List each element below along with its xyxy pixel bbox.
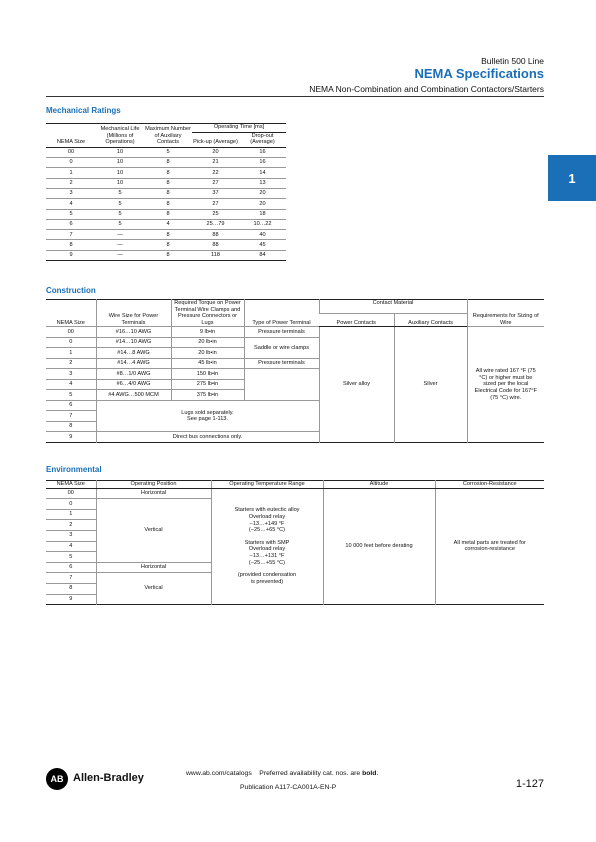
mech-dropout: 13 xyxy=(239,178,286,188)
env-position-horizontal: Horizontal xyxy=(96,488,211,499)
table-row xyxy=(46,158,286,168)
cons-wire: #6…4/0 AWG xyxy=(96,379,171,390)
cons-wire: #8…1/0 AWG xyxy=(96,369,171,380)
cons-type-saddle: Saddle or wire clamps xyxy=(244,337,319,358)
mech-aux: 8 xyxy=(144,188,192,198)
env-position-horizontal-2: Horizontal xyxy=(96,562,211,573)
cons-aux-value: Silver xyxy=(394,327,467,443)
cons-size: 4 xyxy=(46,379,96,390)
cons-wire: #14…10 AWG xyxy=(96,337,171,348)
env-header-temp: Operating Temperature Range xyxy=(211,481,323,489)
mech-pickup: 27 xyxy=(192,199,239,209)
bulletin-label: Bulletin 500 Line xyxy=(481,56,544,66)
cons-lugs-note: Lugs sold separately. See page 1-113. xyxy=(96,400,319,432)
table-row xyxy=(46,147,286,157)
table-row xyxy=(46,327,544,338)
cons-type-pressure-2: Pressure terminals xyxy=(244,358,319,369)
mech-pickup: 22 xyxy=(192,168,239,178)
mech-life: 10 xyxy=(96,168,144,178)
table-row xyxy=(46,240,286,250)
env-size: 1 xyxy=(46,509,96,520)
cons-size: 2 xyxy=(46,358,96,369)
cons-size: 5 xyxy=(46,390,96,401)
mech-dropout: 40 xyxy=(239,230,286,240)
cons-size: 9 xyxy=(46,432,96,443)
table-row xyxy=(46,230,286,240)
cons-torque: 20 lb•in xyxy=(171,348,244,359)
mech-pickup: 25 xyxy=(192,209,239,219)
section-tab xyxy=(548,155,596,201)
mech-pickup: 21 xyxy=(192,158,239,168)
mech-life: 5 xyxy=(96,199,144,209)
cons-wire: #4 AWG…500 MCM xyxy=(96,390,171,401)
mech-life: — xyxy=(96,250,144,260)
env-size: 4 xyxy=(46,541,96,552)
mech-size: 2 xyxy=(46,178,96,188)
construction-title: Construction xyxy=(46,286,96,295)
env-size: 8 xyxy=(46,583,96,594)
mech-aux: 5 xyxy=(144,147,192,157)
cons-header-aux: Auxiliary Contacts xyxy=(394,313,467,327)
mech-rows xyxy=(46,147,286,260)
env-position-vertical: Vertical xyxy=(96,499,211,563)
env-temp-range xyxy=(211,488,323,605)
cons-torque: 150 lb•in xyxy=(171,369,244,380)
mechanical-ratings-title: Mechanical Ratings xyxy=(46,106,121,115)
publication-number: Publication A117-CA001A-EN-P xyxy=(240,784,337,791)
env-size: 3 xyxy=(46,530,96,541)
mech-header-optime: Operating Time [ms] xyxy=(192,124,286,133)
env-temp-line: (−25…+55 °C) xyxy=(248,559,286,566)
cons-size: 6 xyxy=(46,400,96,411)
env-temp-line: (−25…+65 °C) xyxy=(248,527,286,534)
section-tab-number: 1 xyxy=(568,170,576,186)
cons-header-size: NEMA Size xyxy=(56,319,85,326)
env-size: 2 xyxy=(46,520,96,531)
cons-direct-bus: Direct bus connections only. xyxy=(96,432,319,443)
mech-life: 10 xyxy=(96,178,144,188)
mech-aux: 8 xyxy=(144,240,192,250)
mech-aux: 8 xyxy=(144,158,192,168)
env-altitude-value: 10 000 feet before derating xyxy=(323,488,435,605)
env-temp-line: Overload relay xyxy=(248,546,286,553)
mech-dropout: 16 xyxy=(239,147,286,157)
mech-life: 10 xyxy=(96,147,144,157)
env-size: 7 xyxy=(46,573,96,584)
table-row xyxy=(46,219,286,229)
cons-type-pressure: Pressure terminals xyxy=(244,327,319,338)
cons-torque: 9 lb•in xyxy=(171,327,244,338)
mech-life: — xyxy=(96,240,144,250)
mech-aux: 8 xyxy=(144,168,192,178)
environmental-title: Environmental xyxy=(46,465,102,474)
cons-wire: #14…4 AWG xyxy=(96,358,171,369)
mech-size: 5 xyxy=(46,209,96,219)
env-position-vertical-2: Vertical xyxy=(96,573,211,605)
mech-size: 1 xyxy=(46,168,96,178)
header-divider xyxy=(46,96,544,97)
env-temp-line: −13…+149 °F xyxy=(249,520,285,527)
mech-pickup: 37 xyxy=(192,188,239,198)
env-corrosion-value: All metal parts are treated for corrosion-resistance xyxy=(435,488,544,605)
cons-torque: 45 lb•in xyxy=(171,358,244,369)
logo-mark: AB xyxy=(50,774,64,784)
env-temp-line: (provided condensation xyxy=(237,572,297,579)
cons-header-torque: Required Torque on Power Terminal Wire Clamps and Pressure Connectors or Lugs xyxy=(171,300,244,327)
mech-dropout: 20 xyxy=(239,188,286,198)
cons-req-value: All wire rated 167 °F (75 °C) or higher must be sized per the local Electrical Code for 167°F (75 °C) wire. xyxy=(467,327,544,443)
table-row xyxy=(46,178,286,188)
mech-aux: 8 xyxy=(144,199,192,209)
mech-life: 5 xyxy=(96,219,144,229)
page-title: NEMA Specifications xyxy=(414,66,544,81)
mech-dropout: 45 xyxy=(239,240,286,250)
mech-life: — xyxy=(96,230,144,240)
cons-header-power: Power Contacts xyxy=(319,313,394,327)
mech-dropout: 84 xyxy=(239,250,286,260)
catalog-url-link[interactable]: www.ab.com/catalogs xyxy=(186,770,252,777)
mech-header-life: Mechanical Life (Millions of Operations) xyxy=(96,124,144,148)
page-number: 1-127 xyxy=(515,778,544,790)
mech-dropout: 16 xyxy=(239,158,286,168)
mech-size: 6 xyxy=(46,219,96,229)
mech-pickup: 20 xyxy=(192,147,239,157)
allen-bradley-logo xyxy=(46,768,68,790)
cons-power-value: Silver alloy xyxy=(319,327,394,443)
table-row xyxy=(46,250,286,260)
mech-aux: 4 xyxy=(144,219,192,229)
cons-type-blank xyxy=(244,369,319,401)
page-subtitle: NEMA Non-Combination and Combination Contactors/Starters xyxy=(309,84,544,94)
env-header-corrosion: Corrosion-Resistance xyxy=(435,481,544,489)
construction-table xyxy=(46,299,544,443)
cons-torque: 275 lb•in xyxy=(171,379,244,390)
env-temp-line: Starters with SMP xyxy=(244,539,290,546)
cons-header-wire: Wire Size for Power Terminals xyxy=(96,300,171,327)
cons-size: 1 xyxy=(46,348,96,359)
cons-header-req: Requirements for Sizing of Wire xyxy=(467,300,544,327)
table-row xyxy=(46,199,286,209)
mech-life: 5 xyxy=(96,188,144,198)
mech-aux: 8 xyxy=(144,230,192,240)
brand-name: Allen-Bradley xyxy=(73,772,144,784)
mech-size: 7 xyxy=(46,230,96,240)
environmental-table xyxy=(46,480,544,605)
table-row xyxy=(46,168,286,178)
footer-links: www.ab.com/catalogs Preferred availability cat. nos. are bold. xyxy=(186,770,379,777)
env-header-altitude: Altitude xyxy=(323,481,435,489)
env-header-size: NEMA Size xyxy=(46,481,96,489)
env-size: 0 xyxy=(46,499,96,510)
mech-size: 0 xyxy=(46,158,96,168)
cons-size: 00 xyxy=(46,327,96,338)
cons-wire: #16…10 AWG xyxy=(96,327,171,338)
mech-pickup: 88 xyxy=(192,240,239,250)
availability-bold-word: bold xyxy=(362,770,377,777)
cons-size: 0 xyxy=(46,337,96,348)
cons-size: 8 xyxy=(46,421,96,432)
table-row xyxy=(46,488,544,499)
env-size: 9 xyxy=(46,594,96,605)
mech-size: 3 xyxy=(46,188,96,198)
mech-pickup: 88 xyxy=(192,230,239,240)
env-size: 00 xyxy=(46,488,96,499)
mech-size: 00 xyxy=(46,147,96,157)
mech-aux: 8 xyxy=(144,209,192,219)
env-size: 5 xyxy=(46,552,96,563)
mech-pickup: 27 xyxy=(192,178,239,188)
cons-header-type: Type of Power Terminal xyxy=(244,300,319,327)
cons-torque: 375 lb•in xyxy=(171,390,244,401)
mech-header-aux: Maximum Number of Auxiliary Contacts xyxy=(144,124,192,148)
mech-dropout: 20 xyxy=(239,199,286,209)
cons-torque: 20 lb•in xyxy=(171,337,244,348)
mech-header-dropout: Drop-out (Average) xyxy=(239,132,286,147)
mech-aux: 8 xyxy=(144,178,192,188)
env-temp-line: is prevented) xyxy=(250,578,284,585)
env-temp-line: −13…+131 °F xyxy=(249,552,285,559)
cons-size: 3 xyxy=(46,369,96,380)
availability-note: Preferred availability cat. nos. are xyxy=(259,770,361,777)
env-temp-line: Overload relay xyxy=(248,513,286,520)
table-row xyxy=(46,209,286,219)
mech-pickup: 118 xyxy=(192,250,239,260)
table-row xyxy=(46,188,286,198)
env-header-position: Operating Position xyxy=(96,481,211,489)
mech-aux: 8 xyxy=(144,250,192,260)
mech-size: 4 xyxy=(46,199,96,209)
env-size: 6 xyxy=(46,562,96,573)
mech-dropout: 14 xyxy=(239,168,286,178)
mech-size: 9 xyxy=(46,250,96,260)
mechanical-ratings-table xyxy=(46,123,286,261)
mech-header-size: NEMA Size xyxy=(46,124,96,148)
mech-dropout: 10…22 xyxy=(239,219,286,229)
mech-header-pickup: Pick-up (Average) xyxy=(192,132,239,147)
mech-pickup: 25…79 xyxy=(192,219,239,229)
cons-wire: #14…8 AWG xyxy=(96,348,171,359)
mech-dropout: 18 xyxy=(239,209,286,219)
env-temp-line: Starters with eutectic alloy xyxy=(234,507,300,514)
cons-size: 7 xyxy=(46,411,96,422)
cons-header-contact-material: Contact Material xyxy=(319,300,467,314)
mech-life: 10 xyxy=(96,158,144,168)
mech-size: 8 xyxy=(46,240,96,250)
mech-life: 5 xyxy=(96,209,144,219)
